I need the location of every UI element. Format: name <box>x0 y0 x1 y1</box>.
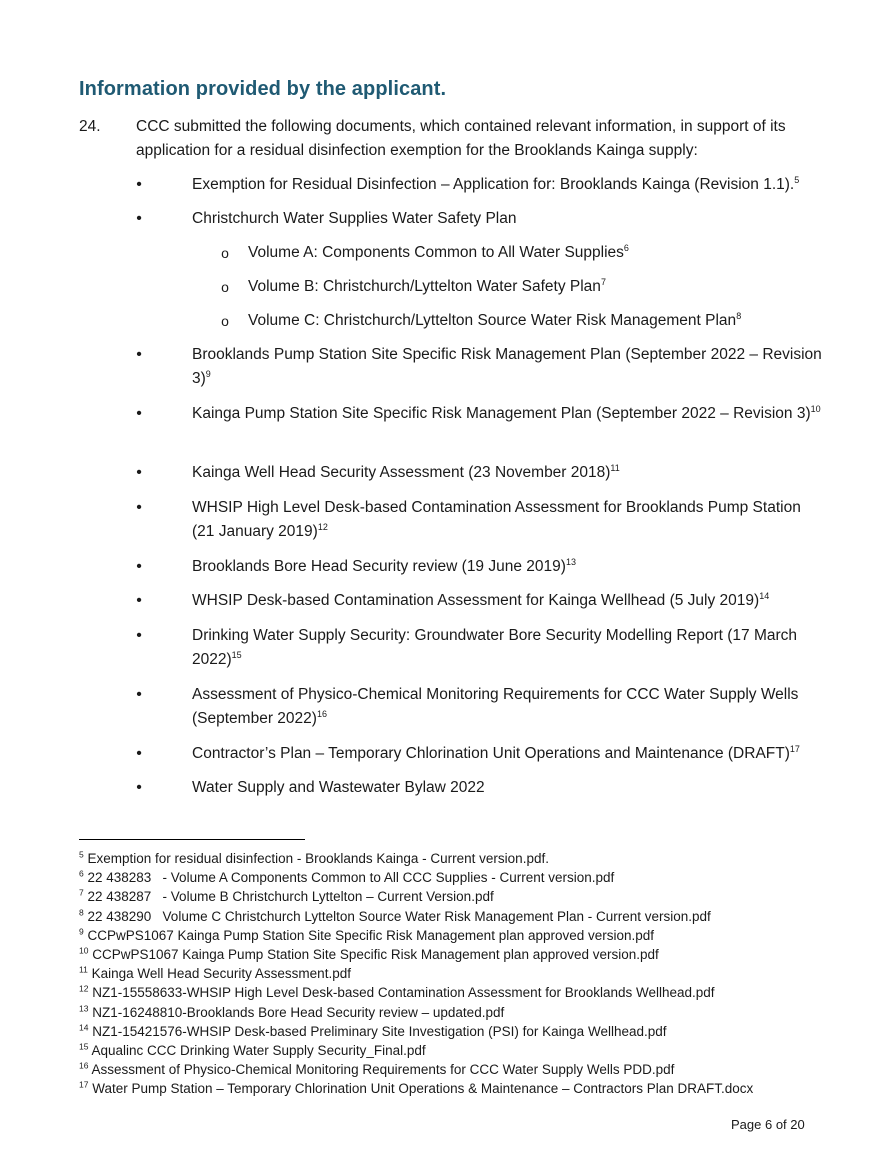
footnote-number: 7 <box>79 887 84 898</box>
footnote-reference: 10 <box>810 403 821 414</box>
list-item-text: WHSIP High Level Desk-based Contamination Assessment for Brooklands Pump Station (21 January 2019)$^{12}$ <box>192 499 801 540</box>
bullet-icon: • <box>136 686 142 703</box>
list-item-text: Drinking Water Supply Security: Groundwater Bore Security Modelling Report (17 March 2022)$^{15}$ <box>192 627 798 668</box>
bullet-icon: • <box>136 779 142 796</box>
footnote-reference: 13 <box>565 556 576 567</box>
footnote-reference: 17 <box>789 743 800 754</box>
footnote: $^6$ 22 438283 - Volume A Components Common to All CCC Supplies - Current version.pdf <box>79 868 615 886</box>
footnote-number: 15 <box>79 1041 89 1052</box>
footnote-reference: 14 <box>759 590 770 601</box>
list-item-text: Exemption for Residual Disinfection – Application for: Brooklands Kainga (Revision 1.1).$^5$ <box>192 174 800 193</box>
footnote-reference: 16 <box>316 708 327 719</box>
footnote-number: 16 <box>79 1060 89 1071</box>
footnote-number: 9 <box>79 926 84 937</box>
footnote: $^5$ Exemption for residual disinfection - Brooklands Kainga - Current version.pdf. <box>79 849 549 866</box>
footnote-reference: 7 <box>600 276 606 287</box>
list-item-text: Volume A: Components Common to All Water Supplies$^6$ <box>248 242 629 261</box>
paragraph-text: CCC submitted the following documents, which contained relevant information, in support of its application for a residual disinfection exemption for the Brooklands Kainga supply: <box>136 118 786 159</box>
circle-bullet-icon: o <box>221 279 229 295</box>
footnote-number: 5 <box>79 849 84 860</box>
footnote: $^{13}$ NZ1-16248810-Brooklands Bore Head Security review – updated.pdf <box>79 1003 505 1020</box>
footnote: $^{10}$ CCPwPS1067 Kainga Pump Station Site Specific Risk Management plan approved version.pdf <box>79 945 659 963</box>
bullet-icon: • <box>136 592 142 609</box>
footnote-number: 14 <box>79 1022 89 1033</box>
footnote-number: 12 <box>79 983 89 994</box>
footnote-number: 6 <box>79 868 84 879</box>
footnote-number: 10 <box>79 945 89 956</box>
footnote-number: 13 <box>79 1003 89 1014</box>
footnote-number: 17 <box>79 1079 89 1090</box>
bullet-icon: • <box>136 627 142 644</box>
footnote-reference: 5 <box>794 174 800 185</box>
footnote: $^{16}$ Assessment of Physico-Chemical Monitoring Requirements for CCC Water Supply Wells PDD.pdf <box>79 1060 675 1078</box>
bullet-icon: • <box>136 176 142 193</box>
bullet-icon: • <box>136 210 142 227</box>
footnote-reference: 15 <box>231 649 242 660</box>
footnote: $^{15}$ Aqualinc CCC Drinking Water Supply Security_Final.pdf <box>79 1041 426 1059</box>
footnote: $^{11}$ Kainga Well Head Security Assessment.pdf <box>79 964 351 982</box>
footnote: $^{14}$ NZ1-15421576-WHSIP Desk-based Preliminary Site Investigation (PSI) for Kainga Wellhead.pdf <box>79 1022 667 1039</box>
footnote: $^{12}$ NZ1-15558633-WHSIP High Level Desk-based Contamination Assessment for Brooklands Wellhead.pdf <box>79 983 715 1001</box>
section-heading: Information provided by the applicant. <box>79 78 447 100</box>
list-item-text: Volume C: Christchurch/Lyttelton Source Water Risk Management Plan$^8$ <box>248 310 742 329</box>
circle-bullet-icon: o <box>221 245 229 261</box>
circle-bullet-icon: o <box>221 313 229 329</box>
footnote-separator <box>79 839 305 840</box>
footnote: $^{17}$ Water Pump Station – Temporary Chlorination Unit Operations & Maintenance – Contractors Plan DRAFT.docx <box>79 1079 754 1097</box>
footnote-reference: 11 <box>610 462 620 473</box>
paragraph-number: 24. <box>79 118 101 135</box>
list-item-text: Kainga Pump Station Site Specific Risk Management Plan (September 2022 – Revision 3)$^{10}$ <box>192 403 821 422</box>
footnote: $^8$ 22 438290 Volume C Christchurch Lyttelton Source Water Risk Management Plan - Current version.pdf <box>79 907 711 924</box>
bullet-icon: • <box>136 405 142 422</box>
list-item-text: Christchurch Water Supplies Water Safety Plan <box>192 210 517 227</box>
list-item-text: Water Supply and Wastewater Bylaw 2022 <box>192 779 485 796</box>
list-item-text: Volume B: Christchurch/Lyttelton Water Safety Plan$^7$ <box>248 276 606 295</box>
bullet-icon: • <box>136 558 142 575</box>
footnote-number: 11 <box>79 964 88 975</box>
list-item-text: Kainga Well Head Security Assessment (23 November 2018)$^{11}$ <box>192 462 620 481</box>
list-item-text: WHSIP Desk-based Contamination Assessment for Kainga Wellhead (5 July 2019)$^{14}$ <box>192 590 770 609</box>
footnote-reference: 12 <box>317 521 328 532</box>
list-item-text: Brooklands Pump Station Site Specific Risk Management Plan (September 2022 – Revision 3)$^9$ <box>192 346 822 387</box>
page-number: Page 6 of 20 <box>731 1117 805 1132</box>
footnote-number: 8 <box>79 907 84 918</box>
footnote-reference: 6 <box>623 242 629 253</box>
footnotes <box>79 849 839 1099</box>
bullet-icon: • <box>136 745 142 762</box>
footnote-reference: 8 <box>736 310 742 321</box>
list-item-text: Contractor’s Plan – Temporary Chlorination Unit Operations and Maintenance (DRAFT)$^{17}$ <box>192 743 800 762</box>
footnote-reference: 9 <box>205 368 211 379</box>
list-item-text: Assessment of Physico-Chemical Monitoring Requirements for CCC Water Supply Wells (September 2022)$^{16}$ <box>192 686 799 727</box>
bullet-icon: • <box>136 499 142 516</box>
list-item-text: Brooklands Bore Head Security review (19 June 2019)$^{13}$ <box>192 556 576 575</box>
footnote: $^7$ 22 438287 - Volume B Christchurch Lyttelton – Current Version.pdf <box>79 887 494 905</box>
bullet-icon: • <box>136 346 142 363</box>
bullet-icon: • <box>136 464 142 481</box>
footnote: $^9$ CCPwPS1067 Kainga Pump Station Site Specific Risk Management plan approved version.pdf <box>79 926 655 943</box>
